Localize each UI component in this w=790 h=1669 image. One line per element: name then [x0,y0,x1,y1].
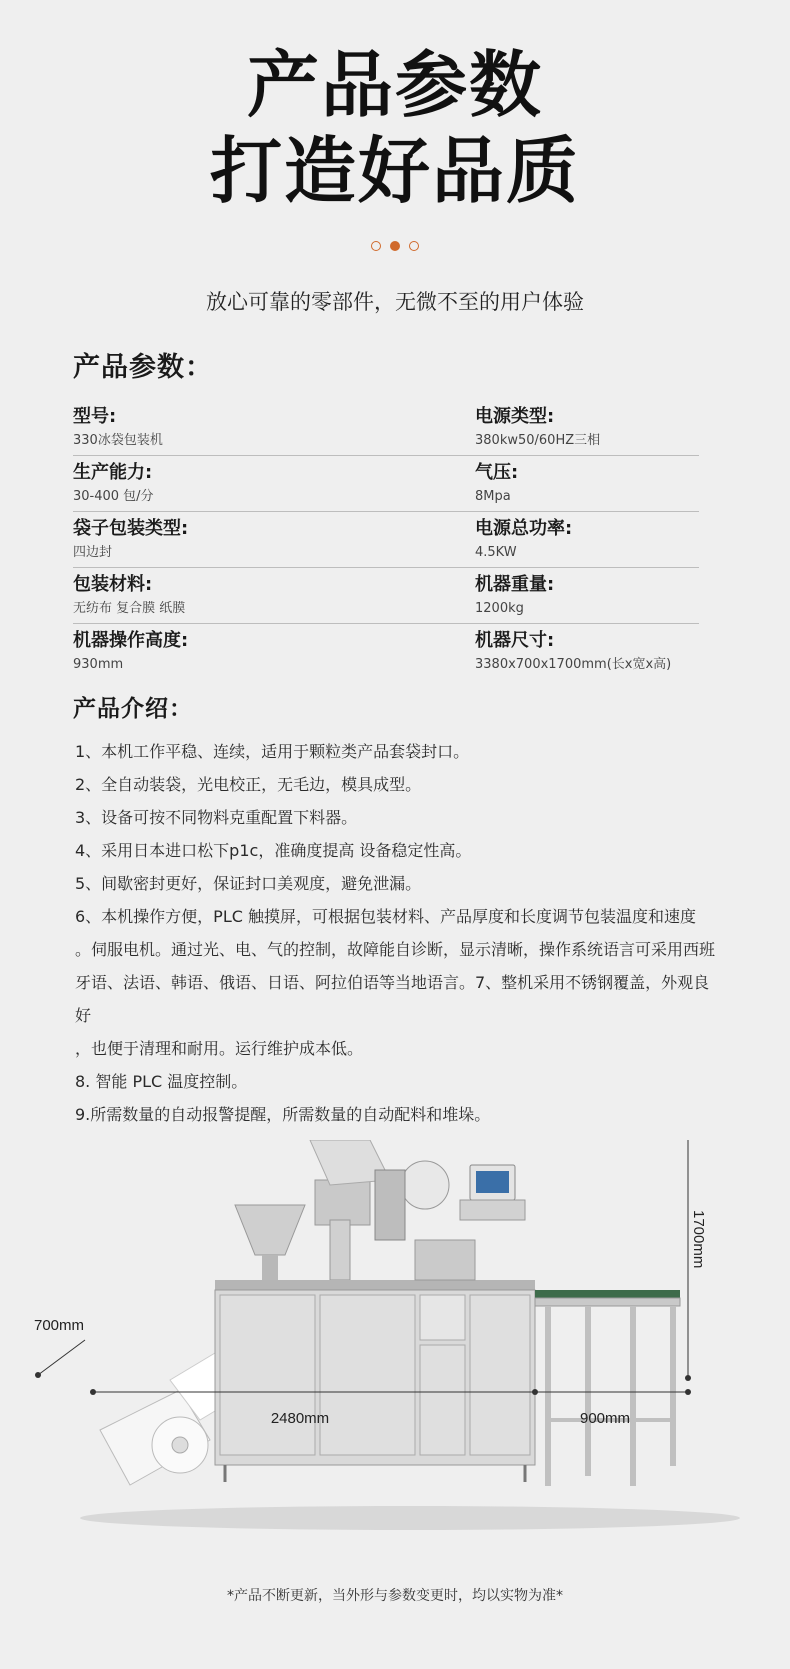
height-label: 1700mm [690,1210,707,1269]
intro-section-title: 产品介绍： [73,696,193,722]
intro-item: 6、本机操作方便，PLC 触摸屏，可根据包装材料、产品厚度和长度调节包装温度和速度 [75,907,697,926]
cabinet-door [470,1295,530,1455]
intro-item: 3、设备可按不同物料克重配置下料器。 [75,808,358,827]
spec-label: 袋子包装类型: [73,518,189,539]
spec-row [73,568,699,624]
spec-row [73,456,699,512]
hopper-icon [235,1205,305,1255]
spec-table [73,400,699,680]
intro-item: ，也便于清理和耐用。运行维护成本低。 [75,1039,364,1058]
subtitle: 放心可靠的零部件，无微不至的用户体验 [206,290,584,314]
dot-icon [409,241,419,251]
hero-line-2: 打造好品质 [209,129,580,213]
dot-active-icon [390,241,400,251]
depth-label: 700mm [34,1317,85,1334]
conveyor-label: 900mm [579,1410,631,1427]
spec-label: 生产能力: [73,462,153,483]
floor-shadow [80,1506,740,1530]
spec-label: 机器操作高度: [73,630,189,651]
spec-value: 930mm [73,657,124,672]
spec-value: 330冰袋包装机 [73,433,163,448]
spec-label: 气压: [475,462,519,483]
sealing-unit-icon [415,1240,475,1280]
cabinet-door [220,1295,315,1455]
spec-row [73,400,699,456]
spec-value: 3380x700x1700mm(长x宽x高) [475,657,672,672]
spec-label: 机器重量: [475,574,555,595]
depth-line [38,1340,85,1375]
spec-row [73,624,699,680]
spec-value: 四边封 [73,545,113,560]
table-top [215,1280,535,1290]
intro-item: 。伺服电机。通过光、电、气的控制，故障能自诊断，显示清晰，操作系统语言可采用西班 [75,940,716,959]
spec-value: 380kw50/60HZ三相 [475,433,601,448]
cabinet-door [420,1345,465,1455]
spec-value: 4.5KW [475,545,517,560]
machine-illustration [30,1140,760,1540]
touchscreen-icon [460,1165,525,1220]
spec-label: 电源总功率: [475,518,573,539]
spec-section-title: 产品参数： [73,352,213,383]
cabinet-door [320,1295,415,1455]
spec-label: 包装材料: [73,574,153,595]
intro-item: 牙语、法语、韩语、俄语、日语、阿拉伯语等当地语言。7、整机采用不锈钢覆盖，外观良好 [75,973,710,1025]
spec-label: 机器尺寸: [475,630,555,651]
spec-value: 30-400 包/分 [73,489,154,504]
spec-row [73,512,699,568]
intro-item: 8. 智能 PLC 温度控制。 [75,1072,248,1091]
spec-label: 电源类型: [475,406,555,427]
intro-item: 4、采用日本进口松下p1c，准确度提高 设备稳定性高。 [75,841,472,860]
intro-item: 5、间歇密封更好，保证封口美观度，避免泄漏。 [75,874,422,893]
hero-line-1: 产品参数 [246,43,543,127]
spec-value: 8Mpa [475,489,511,504]
footer-note: *产品不断更新，当外形与参数变更时，均以实物为准* [227,1588,563,1604]
conveyor-icon [535,1290,680,1486]
intro-item: 9.所需数量的自动报警提醒，所需数量的自动配料和堆垛。 [75,1105,491,1124]
intro-list [75,735,715,1131]
intro-item: 2、全自动装袋，光电校正，无毛边，模具成型。 [75,775,422,794]
spec-value: 1200kg [475,601,524,616]
hero-title [0,42,790,214]
pagination-dots [0,241,790,251]
control-panel [420,1295,465,1340]
dot-icon [371,241,381,251]
spec-value: 无纺布 复合膜 纸膜 [73,601,186,616]
length-label: 2480mm [270,1410,330,1427]
spec-label: 型号: [73,406,117,427]
intro-item: 1、本机工作平稳、连续，适用于颗粒类产品套袋封口。 [75,742,470,761]
